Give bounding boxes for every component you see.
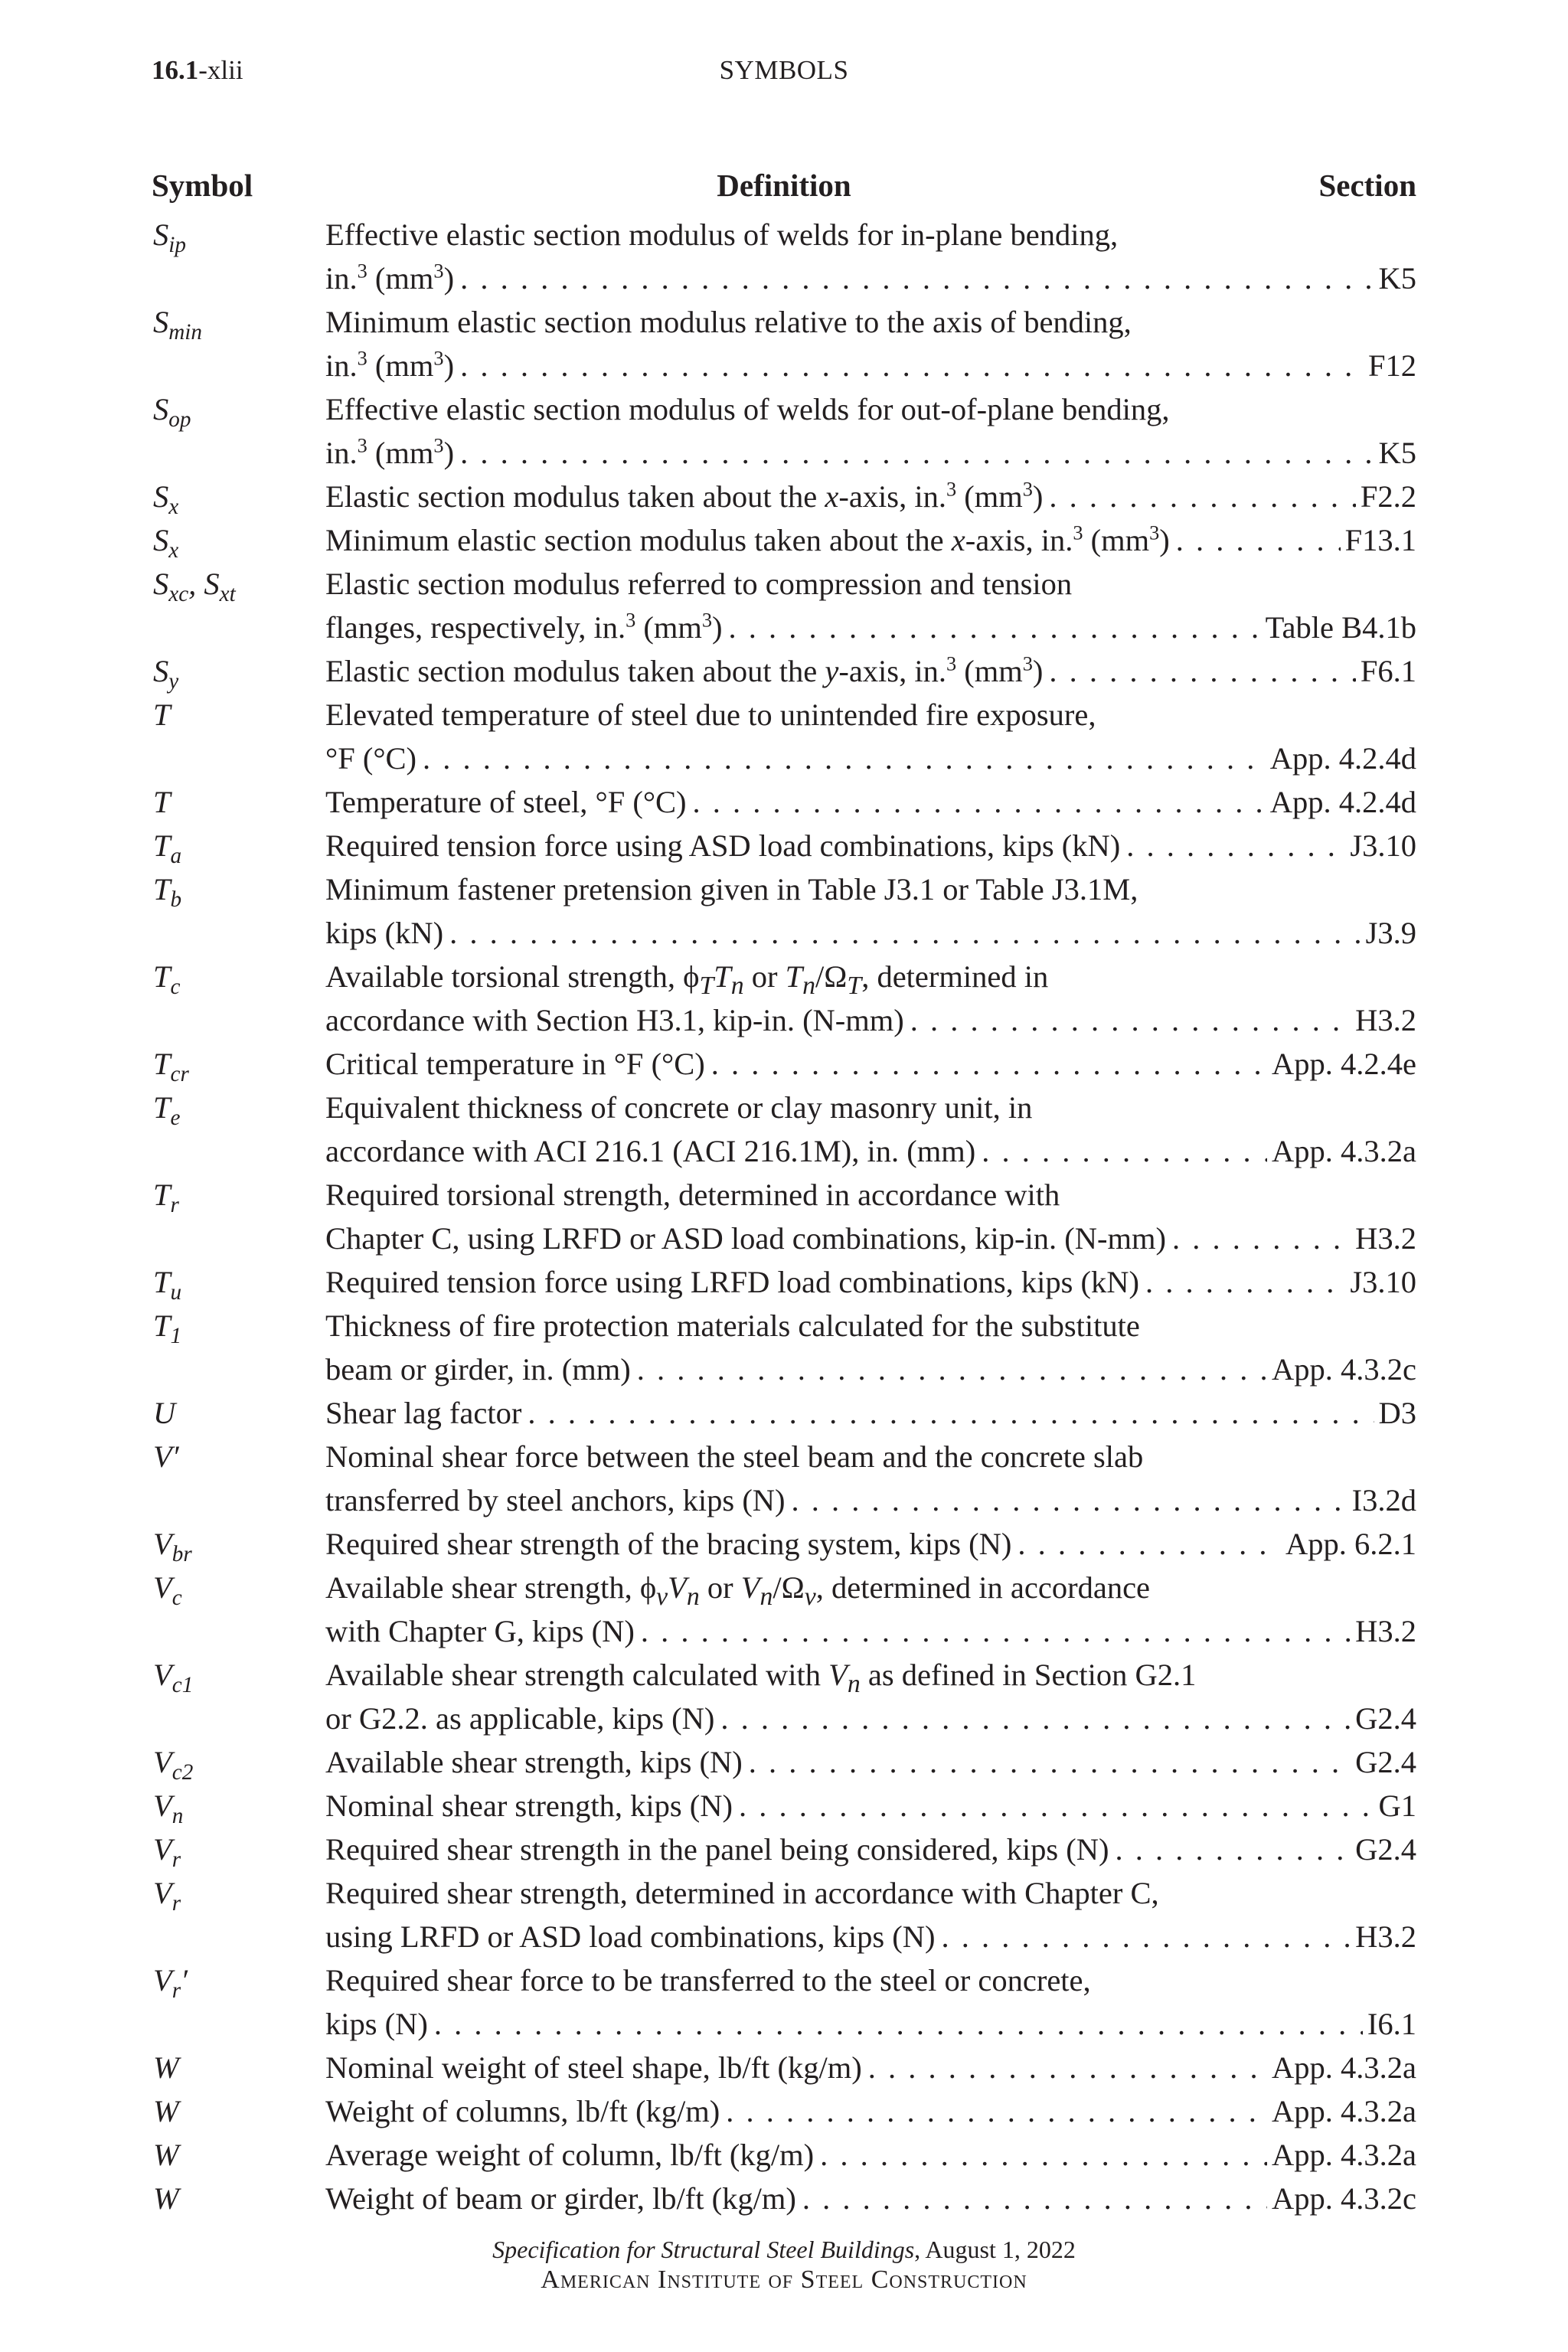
symbol-term: $T_{cr}$ bbox=[153, 1047, 189, 1087]
definition-line bbox=[325, 2089, 1416, 2133]
symbol-term: $S_y$ bbox=[153, 654, 179, 694]
definition-line bbox=[325, 780, 1416, 824]
symbol-entry bbox=[152, 2046, 1416, 2089]
dot-leader bbox=[528, 1391, 1374, 1435]
definition-line bbox=[325, 1478, 1416, 1522]
definition-text: in.$^3$ $(mm^3)$ bbox=[325, 260, 455, 296]
definition-text: in.$^3$ $(mm^3)$ bbox=[325, 434, 455, 470]
symbol-entry bbox=[152, 2133, 1416, 2177]
section-reference: F12 bbox=[1367, 348, 1416, 383]
section-reference: G2.4 bbox=[1355, 1701, 1416, 1736]
running-head: SYMBOLS bbox=[719, 55, 849, 85]
definition-line bbox=[325, 649, 1416, 693]
definition-text: Elastic section modulus taken about the y-axis, in.$^3$ $(mm^3)$ bbox=[325, 652, 1044, 688]
dot-leader bbox=[434, 2002, 1363, 2046]
section-reference: G2.4 bbox=[1355, 1745, 1416, 1779]
symbol-definition bbox=[325, 1522, 1416, 1566]
dot-leader bbox=[1018, 1522, 1281, 1566]
symbol-entry bbox=[152, 1566, 1416, 1653]
dot-leader bbox=[423, 737, 1266, 780]
definition-line bbox=[325, 1348, 1416, 1391]
symbol-definition bbox=[325, 1391, 1416, 1435]
definition-line bbox=[325, 737, 1416, 780]
symbol-entry bbox=[152, 1304, 1416, 1391]
symbol-term: $S_{op}$ bbox=[153, 392, 191, 433]
footer-publisher: American Institute of Steel Construction bbox=[541, 2265, 1027, 2294]
definition-line: Available torsional strength, $\phi_TT_n$ or $T_n/\Omega_T$, determined in bbox=[325, 959, 1049, 998]
symbol-term: $V_c$ bbox=[153, 1570, 182, 1611]
definition-text: Available shear strength, kips (N) bbox=[325, 1745, 743, 1779]
page-footer bbox=[0, 2234, 1568, 2295]
section-reference: I3.2d bbox=[1351, 1483, 1416, 1517]
dot-leader bbox=[637, 1348, 1267, 1391]
dot-leader bbox=[1049, 649, 1355, 693]
symbol-entry bbox=[152, 1260, 1416, 1304]
section-reference: I6.1 bbox=[1367, 2007, 1416, 2041]
symbol-term: $T_c$ bbox=[153, 959, 181, 1000]
definition-line: Thickness of fire protection materials calculated for the substitute bbox=[325, 1308, 1140, 1343]
symbol-term: T bbox=[153, 785, 171, 819]
definition-line bbox=[325, 2002, 1416, 2046]
definition-line: Elastic section modulus referred to compression and tension bbox=[325, 567, 1073, 601]
section-reference: J3.9 bbox=[1365, 916, 1416, 950]
symbol-entry bbox=[152, 1871, 1416, 1958]
symbol-entry bbox=[152, 562, 1416, 649]
definition-line bbox=[325, 1217, 1416, 1260]
dot-leader bbox=[460, 256, 1374, 300]
definition-line: Available shear strength, $\phi_vV_n$ or $V_n/\Omega_v$, determined in accordance bbox=[325, 1570, 1151, 1609]
column-headers bbox=[152, 167, 1416, 213]
definition-line bbox=[325, 1740, 1416, 1784]
symbol-term: $V_n$ bbox=[153, 1788, 184, 1829]
symbol-entry bbox=[152, 1086, 1416, 1173]
symbol-entry bbox=[152, 1958, 1416, 2046]
dot-leader bbox=[1115, 1828, 1351, 1871]
symbol-entry bbox=[152, 867, 1416, 955]
symbol-definition bbox=[325, 1784, 1416, 1828]
symbol-entry bbox=[152, 1391, 1416, 1435]
symbol-entry bbox=[152, 1173, 1416, 1260]
section-reference: Table B4.1b bbox=[1265, 610, 1416, 645]
definition-line bbox=[325, 1042, 1416, 1086]
definition-text: Minimum elastic section modulus taken about the x-axis, in.$^3$ $(mm^3)$ bbox=[325, 521, 1170, 557]
symbol-definition bbox=[325, 1086, 1416, 1173]
section-reference: D3 bbox=[1378, 1396, 1416, 1430]
symbol-term: $S_x$ bbox=[153, 479, 179, 520]
symbol-term: $T_a$ bbox=[153, 828, 182, 869]
page-number: 16.1-xlii bbox=[152, 55, 243, 85]
definition-text: beam or girder, in. (mm) bbox=[325, 1352, 631, 1387]
dot-leader bbox=[1126, 824, 1345, 867]
symbol-term: $T_b$ bbox=[153, 872, 182, 913]
definition-text: kips (kN) bbox=[325, 916, 444, 950]
definition-line: Nominal shear force between the steel beam and the concrete slab bbox=[325, 1439, 1144, 1474]
page-header bbox=[152, 55, 1416, 101]
symbol-entry bbox=[152, 1784, 1416, 1828]
section-reference: App. 4.2.4d bbox=[1269, 785, 1416, 819]
dot-leader bbox=[982, 1129, 1267, 1173]
definition-line: Required torsional strength, determined in accordance with bbox=[325, 1178, 1060, 1212]
section-reference: H3.2 bbox=[1355, 1221, 1416, 1256]
symbol-term: $V_{c2}$ bbox=[153, 1745, 194, 1785]
definition-text: Temperature of steel, °F (°C) bbox=[325, 785, 687, 819]
definition-text: °F (°C) bbox=[325, 741, 417, 776]
definition-line bbox=[325, 431, 1416, 475]
symbol-entry bbox=[152, 1828, 1416, 1871]
symbol-term: $T_e$ bbox=[153, 1090, 181, 1131]
definition-line bbox=[325, 606, 1416, 649]
definition-line bbox=[325, 998, 1416, 1042]
symbol-term: V′ bbox=[153, 1439, 179, 1474]
section-column-header: Section bbox=[1318, 168, 1416, 203]
symbol-entry bbox=[152, 2177, 1416, 2220]
symbol-entry bbox=[152, 213, 1416, 300]
dot-leader bbox=[460, 344, 1364, 387]
symbol-definition bbox=[325, 1042, 1416, 1086]
symbol-definition bbox=[325, 2133, 1416, 2177]
section-reference: App. 4.3.2a bbox=[1272, 2094, 1416, 2128]
dot-leader bbox=[1176, 518, 1341, 562]
definition-text: Required shear strength of the bracing system, kips (N) bbox=[325, 1527, 1012, 1561]
symbol-term: $V_{br}$ bbox=[153, 1527, 192, 1567]
dot-leader bbox=[711, 1042, 1267, 1086]
definition-line bbox=[325, 1697, 1416, 1740]
symbol-definition bbox=[325, 2046, 1416, 2089]
dot-leader bbox=[868, 2046, 1267, 2089]
symbol-definition bbox=[325, 300, 1416, 387]
definition-line bbox=[325, 1391, 1416, 1435]
symbol-column-header: Symbol bbox=[152, 168, 253, 203]
dot-leader bbox=[802, 2177, 1267, 2220]
footer-citation: Specification for Structural Steel Buildings, August 1, 2022 bbox=[492, 2236, 1076, 2263]
section-reference: H3.2 bbox=[1355, 1003, 1416, 1037]
definition-text: Required tension force using ASD load combinations, kips (kN) bbox=[325, 828, 1121, 863]
symbol-definition bbox=[325, 1566, 1416, 1653]
dot-leader bbox=[749, 1740, 1351, 1784]
definition-text: Weight of columns, lb/ft (kg/m) bbox=[325, 2094, 720, 2128]
definition-line bbox=[325, 1784, 1416, 1828]
definition-text: Chapter C, using LRFD or ASD load combinations, kip-in. (N-mm) bbox=[325, 1221, 1166, 1256]
section-reference: G1 bbox=[1378, 1788, 1416, 1823]
symbol-term: $T_u$ bbox=[153, 1265, 182, 1305]
symbol-term: $S_x$ bbox=[153, 523, 179, 564]
dot-leader bbox=[820, 2133, 1267, 2177]
symbol-entry bbox=[152, 2089, 1416, 2133]
section-reference: G2.4 bbox=[1355, 1832, 1416, 1867]
symbol-definition bbox=[325, 1173, 1416, 1260]
definition-line bbox=[325, 2046, 1416, 2089]
definition-line: Minimum elastic section modulus relative to the axis of bending, bbox=[325, 305, 1132, 339]
section-reference: F2.2 bbox=[1360, 479, 1416, 514]
dot-leader bbox=[739, 1784, 1374, 1828]
symbol-term: $S_{xc}$, $S_{xt}$ bbox=[153, 567, 236, 607]
symbol-definition bbox=[325, 1260, 1416, 1304]
section-reference: K5 bbox=[1378, 436, 1416, 470]
symbol-term: W bbox=[153, 2138, 179, 2172]
symbol-entry bbox=[152, 475, 1416, 518]
symbol-list bbox=[152, 213, 1416, 2220]
section-reference: App. 4.3.2a bbox=[1272, 1134, 1416, 1168]
section-reference: App. 4.2.4e bbox=[1272, 1047, 1416, 1081]
symbol-entry bbox=[152, 387, 1416, 475]
symbol-definition bbox=[325, 2089, 1416, 2133]
definition-text: flanges, respectively, in.$^3$ $(mm^3)$ bbox=[325, 609, 723, 645]
definition-line bbox=[325, 344, 1416, 387]
definition-line bbox=[325, 2133, 1416, 2177]
definition-line bbox=[325, 911, 1416, 955]
symbol-term: $V_{c1}$ bbox=[153, 1658, 194, 1698]
dot-leader bbox=[1049, 475, 1355, 518]
symbol-definition bbox=[325, 387, 1416, 475]
symbol-term: $T_r$ bbox=[153, 1178, 179, 1218]
symbol-definition bbox=[325, 1871, 1416, 1958]
symbol-entry bbox=[152, 1653, 1416, 1740]
symbol-entry bbox=[152, 1522, 1416, 1566]
symbol-definition bbox=[325, 824, 1416, 867]
symbol-term: $T_1$ bbox=[153, 1308, 182, 1349]
definition-text: Average weight of column, lb/ft (kg/m) bbox=[325, 2138, 815, 2172]
symbol-entry bbox=[152, 518, 1416, 562]
definition-line bbox=[325, 518, 1416, 562]
dot-leader bbox=[460, 431, 1374, 475]
symbol-definition bbox=[325, 649, 1416, 693]
definition-line: Minimum fastener pretension given in Table J3.1 or Table J3.1M, bbox=[325, 872, 1138, 906]
dot-leader bbox=[726, 2089, 1267, 2133]
section-reference: F6.1 bbox=[1360, 654, 1416, 688]
definition-line: Required shear strength, determined in accordance with Chapter C, bbox=[325, 1876, 1159, 1910]
symbol-definition bbox=[325, 1958, 1416, 2046]
definition-line: Equivalent thickness of concrete or clay masonry unit, in bbox=[325, 1090, 1033, 1125]
definition-line bbox=[325, 1129, 1416, 1173]
definition-text: Weight of beam or girder, lb/ft (kg/m) bbox=[325, 2181, 796, 2216]
symbol-definition bbox=[325, 780, 1416, 824]
definition-text: accordance with Section H3.1, kip-in. (N-mm) bbox=[325, 1003, 904, 1037]
definition-line bbox=[325, 1915, 1416, 1958]
definition-text: transferred by steel anchors, kips (N) bbox=[325, 1483, 786, 1517]
symbol-entry bbox=[152, 693, 1416, 780]
definition-text: Required tension force using LRFD load combinations, kips (kN) bbox=[325, 1265, 1139, 1299]
symbol-entry bbox=[152, 1042, 1416, 1086]
symbol-term: $V_r$ bbox=[153, 1876, 181, 1916]
symbol-term: $S_{ip}$ bbox=[153, 217, 186, 258]
definition-text: Nominal shear strength, kips (N) bbox=[325, 1788, 733, 1823]
symbol-term: W bbox=[153, 2094, 179, 2128]
symbol-definition bbox=[325, 518, 1416, 562]
symbol-definition bbox=[325, 1435, 1416, 1522]
symbol-term: U bbox=[153, 1396, 176, 1430]
definition-text: Critical temperature in °F (°C) bbox=[325, 1047, 705, 1081]
definition-line: Required shear force to be transferred to the steel or concrete, bbox=[325, 1963, 1091, 1998]
symbol-entry bbox=[152, 824, 1416, 867]
section-reference: H3.2 bbox=[1355, 1919, 1416, 1954]
symbol-entry bbox=[152, 1740, 1416, 1784]
symbol-entry bbox=[152, 955, 1416, 1042]
symbol-definition bbox=[325, 475, 1416, 518]
dot-leader bbox=[1145, 1260, 1345, 1304]
definition-text: Nominal weight of steel shape, lb/ft (kg/m) bbox=[325, 2050, 862, 2085]
symbol-term: $V_r$ bbox=[153, 1832, 181, 1873]
section-reference: J3.10 bbox=[1350, 828, 1416, 863]
section-reference: J3.10 bbox=[1350, 1265, 1416, 1299]
symbol-definition bbox=[325, 867, 1416, 955]
section-reference: App. 4.3.2a bbox=[1272, 2138, 1416, 2172]
definition-line bbox=[325, 1828, 1416, 1871]
dot-leader bbox=[942, 1915, 1351, 1958]
section-reference: K5 bbox=[1378, 261, 1416, 296]
symbol-entry bbox=[152, 649, 1416, 693]
definition-line: Available shear strength calculated with $V_n$ as defined in Section G2.1 bbox=[325, 1658, 1197, 1697]
symbol-term: W bbox=[153, 2050, 179, 2085]
dot-leader bbox=[693, 780, 1266, 824]
section-reference: App. 4.3.2c bbox=[1272, 1352, 1416, 1387]
dot-leader bbox=[720, 1697, 1351, 1740]
dot-leader bbox=[729, 606, 1261, 649]
definition-text: in.$^3$ $(mm^3)$ bbox=[325, 347, 455, 383]
definition-line: Effective elastic section modulus of welds for in-plane bending, bbox=[325, 217, 1119, 252]
definition-line bbox=[325, 1522, 1416, 1566]
section-reference: App. 6.2.1 bbox=[1285, 1527, 1416, 1561]
definition-line: Effective elastic section modulus of welds for out-of-plane bending, bbox=[325, 392, 1170, 426]
definition-text: Shear lag factor bbox=[325, 1396, 522, 1430]
definition-text: Elastic section modulus taken about the x-axis, in.$^3$ $(mm^3)$ bbox=[325, 478, 1044, 514]
symbol-definition bbox=[325, 1828, 1416, 1871]
section-reference: App. 4.2.4d bbox=[1269, 741, 1416, 776]
definition-text: Required shear strength in the panel being considered, kips (N) bbox=[325, 1832, 1109, 1867]
section-reference: H3.2 bbox=[1355, 1614, 1416, 1648]
symbol-term: W bbox=[153, 2181, 179, 2216]
symbol-definition bbox=[325, 1304, 1416, 1391]
definition-line bbox=[325, 1260, 1416, 1304]
definition-line: Elevated temperature of steel due to unintended fire exposure, bbox=[325, 697, 1096, 732]
symbol-entry bbox=[152, 1435, 1416, 1522]
dot-leader bbox=[449, 911, 1361, 955]
dot-leader bbox=[1172, 1217, 1351, 1260]
definition-line bbox=[325, 1609, 1416, 1653]
definition-line bbox=[325, 256, 1416, 300]
symbol-definition bbox=[325, 693, 1416, 780]
symbol-definition bbox=[325, 1653, 1416, 1740]
symbol-term: $S_{min}$ bbox=[153, 305, 202, 345]
dot-leader bbox=[910, 998, 1351, 1042]
section-reference: App. 4.3.2c bbox=[1272, 2181, 1416, 2216]
definition-line bbox=[325, 2177, 1416, 2220]
definition-column-header: Definition bbox=[717, 168, 851, 203]
definition-text: kips (N) bbox=[325, 2007, 428, 2041]
symbol-term: $V_r'$ bbox=[153, 1963, 188, 2004]
symbol-entry bbox=[152, 780, 1416, 824]
symbol-definition bbox=[325, 2177, 1416, 2220]
definition-line bbox=[325, 824, 1416, 867]
dot-leader bbox=[792, 1478, 1348, 1522]
section-reference: App. 4.3.2a bbox=[1272, 2050, 1416, 2085]
section-reference: F13.1 bbox=[1344, 523, 1416, 557]
symbol-entry bbox=[152, 300, 1416, 387]
dot-leader bbox=[641, 1609, 1351, 1653]
definition-text: accordance with ACI 216.1 (ACI 216.1M), in. (mm) bbox=[325, 1134, 976, 1168]
symbol-definition bbox=[325, 213, 1416, 300]
definition-text: with Chapter G, kips (N) bbox=[325, 1614, 635, 1648]
symbol-definition bbox=[325, 562, 1416, 649]
definition-line bbox=[325, 475, 1416, 518]
definition-text: or G2.2. as applicable, kips (N) bbox=[325, 1701, 715, 1736]
symbol-definition bbox=[325, 1740, 1416, 1784]
definition-text: using LRFD or ASD load combinations, kips (N) bbox=[325, 1919, 936, 1954]
symbol-term: T bbox=[153, 697, 171, 732]
symbol-definition bbox=[325, 955, 1416, 1042]
